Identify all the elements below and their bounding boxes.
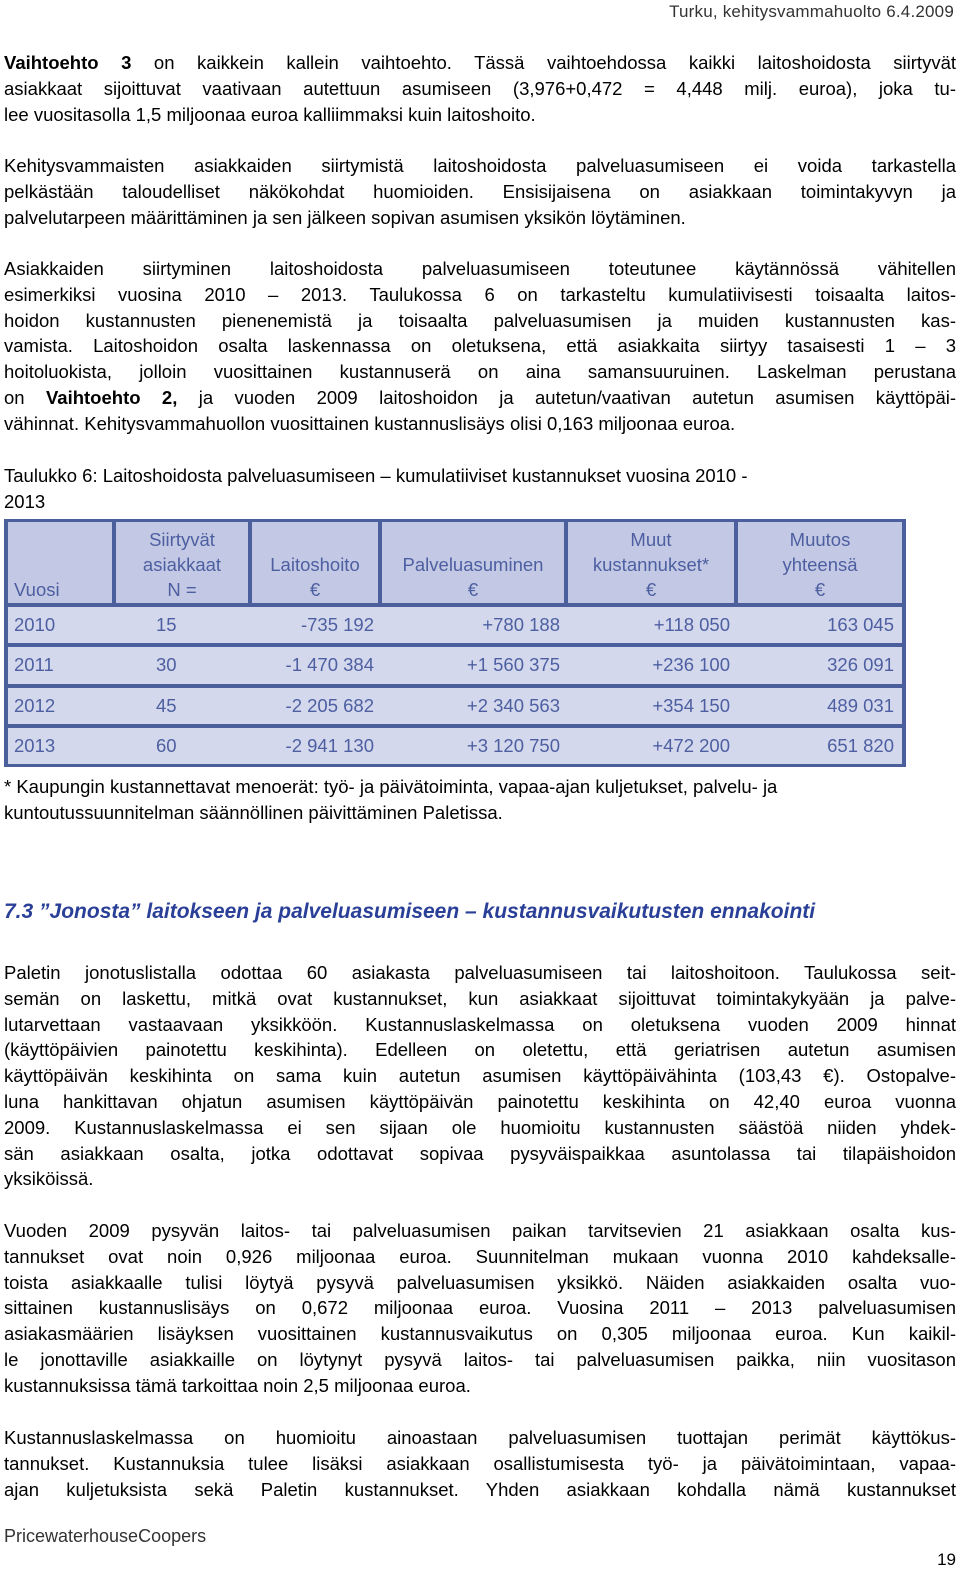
text-line: luna hankittavan ohjatun asumisen käyttöpäivän painotettu keskihinta on 42,40 euroa vuonna	[4, 1090, 956, 1112]
cell-total: 326 091	[738, 643, 902, 683]
text-line: Vaihtoehto 3 on kaikkein kallein vaihtoehto. Tässä vaihtoehdossa kaikki laitoshoidosta siirtyvät	[4, 52, 956, 73]
cumulative-cost-table	[4, 519, 906, 767]
cell-other: +118 050	[568, 603, 738, 643]
text-line: sittainen kustannuslisäys on 0,672 miljoonaa euroa. Vuosina 2011 – 2013 palveluasumisen	[4, 1297, 956, 1319]
text-line: vamista. Laitoshoidon osalta laskennassa on oletuksena, että asiakkaita siirtyy tasaisesti 1 – 3	[4, 335, 956, 357]
cell-institutional: -1 470 384	[252, 643, 382, 683]
paragraph-gradual-transition	[4, 256, 956, 437]
cell-total: 163 045	[738, 603, 902, 643]
cell-count: 60	[116, 724, 252, 764]
cell-count: 45	[116, 684, 252, 724]
text-line: tannukset ovat noin 0,926 miljoonaa euroa. Suunnitelman mukaan vuonna 2010 kahdeksalle-	[4, 1245, 956, 1267]
text-line: le jonottaville asiakkaille on löytynyt pysyvä laitos- tai palveluasumisen paikka, niin vuositason	[4, 1348, 956, 1370]
cell-housing: +1 560 375	[382, 643, 568, 683]
text-line: lee vuositasolla 1,5 miljoonaa euroa kalliimmaksi kuin laitoshoito.	[4, 103, 536, 125]
cell-year: 2013	[8, 724, 116, 764]
cell-institutional: -735 192	[252, 603, 382, 643]
header-service-housing: Palveluasuminen €	[382, 522, 568, 603]
cell-year: 2011	[8, 643, 116, 683]
text-line: asiakasmäärien lisäyksen vuosittainen kustannusvaikutus on 0,305 miljoonaa euroa. Kun kaikil-	[4, 1323, 956, 1345]
text-line: kustannuksissa tämä tarkoittaa noin 2,5 miljoonaa euroa.	[4, 1374, 471, 1396]
text-line: Paletin jonotuslistalla odottaa 60 asiakasta palveluasumiseen tai laitoshoitoon. Taulukossa seit-	[4, 962, 956, 983]
paragraph-2009-costs	[4, 1218, 956, 1399]
text-line: asiakkaat sijoittuvat vaativaan autettuun asumiseen (3,976+0,472 = 4,448 milj. euroa), joka tu-	[4, 77, 956, 99]
cell-institutional: -2 205 682	[252, 684, 382, 724]
header-total-change: Muutos yhteensä €	[738, 522, 902, 603]
header-transferring-clients: Siirtyvät asiakkaat N =	[116, 522, 252, 603]
text-line: esimerkiksi vuosina 2010 – 2013. Taulukossa 6 on tarkasteltu kumulatiivisesti toisaalta laitos-	[4, 283, 956, 305]
text-line: toista asiakkaalle tulisi löytyä pysyvä palveluasumisen yksikkö. Näiden asiakkaiden osalta vuo-	[4, 1271, 956, 1293]
table-row	[8, 603, 902, 643]
text-line: käyttöpäivän keskihinta on sama kuin autetun asumisen käyttöpäivähinta (103,43 €). Ostopalve-	[4, 1065, 956, 1087]
text-line: ajan kuljetuksista sekä Paletin kustannukset. Yhden asiakkaan kohdalla nämä kustannukset	[4, 1478, 956, 1500]
bold-term: Vaihtoehto 2,	[45, 386, 178, 408]
cell-count: 30	[116, 643, 252, 683]
text-line: tannukset. Kustannuksia tulee lisäksi asiakkaan osallistumisesta työ- ja päivätoimintaan, vapaa-	[4, 1452, 956, 1474]
paragraph-transition-considerations	[4, 153, 956, 230]
text-line: on Vaihtoehto 2, ja vuoden 2009 laitoshoidon ja autetun/vaativan autetun asumisen käyttöpäi-	[4, 386, 957, 408]
table-footnote: * Kaupungin kustannettavat menoerät: työ- ja päivätoiminta, vapaa-ajan kuljetukset, palvelu- ja kuntoutussuunnitelman säännöllinen päivittäminen Paletissa.	[4, 776, 778, 823]
text-line: 2009. Kustannuslaskelmassa ei sen sijaan ole huomioitu kustannusten säästöä niiden yhdek-	[4, 1116, 956, 1138]
text-line: lutarvettaan vastaavaan yksikköön. Kustannuslaskelmassa on oletuksena vuoden 2009 hinnat	[4, 1013, 956, 1035]
header-other-costs: Muut kustannukset* €	[568, 522, 738, 603]
cell-total: 651 820	[738, 724, 902, 764]
text-line: yksiköissä.	[4, 1168, 94, 1190]
page-number: 19	[937, 1550, 956, 1569]
cell-housing: +2 340 563	[382, 684, 568, 724]
text-line: hoitoluokista, jolloin vuosittainen kustannuserä on aina samansuuruinen. Laskelman perustana	[4, 361, 956, 383]
table-caption: Taulukko 6: Laitoshoidosta palveluasumiseen – kumulatiiviset kustannukset vuosina 2010 - 2013	[4, 465, 748, 512]
cell-other: +472 200	[568, 724, 738, 764]
text-line: sän asiakkaan osalta, jotka odottavat sopivaa pysyväispaikkaa asuntolassa tai tilapäishoidon	[4, 1142, 956, 1164]
cell-count: 15	[116, 603, 252, 643]
paragraph-calculation-scope	[4, 1425, 956, 1502]
text-line: vähinnat. Kehitysvammahuollon vuosittainen kustannuslisäys olisi 0,163 miljoonaa euroa.	[4, 412, 736, 434]
text-line: hoidon kustannusten pienenemistä ja toisaalta palveluasumisen ja muiden kustannusten kas-	[4, 309, 956, 331]
cell-other: +236 100	[568, 643, 738, 683]
cell-total: 489 031	[738, 684, 902, 724]
header-institutional-care: Laitoshoito €	[252, 522, 382, 603]
text-line: Kehitysvammaisten asiakkaiden siirtymistä laitoshoidosta palveluasumiseen ei voida tarkastella	[4, 155, 956, 176]
section-heading: 7.3 ”Jonosta” laitokseen ja palveluasumiseen – kustannusvaikutusten ennakointi	[4, 900, 816, 923]
text-line: palvelutarpeen määrittäminen ja sen jälkeen sopivan asumisen yksikön löytäminen.	[4, 206, 686, 228]
text-line: semän on laskettu, mitkä ovat kustannukset, kun asiakkaat sijoittuvat toimintakykyään ja palve-	[4, 987, 956, 1009]
text-line: Vuoden 2009 pysyvän laitos- tai palveluasumisen paikan tarvitsevien 21 asiakkaan osalta kus-	[4, 1220, 956, 1241]
footer-company: PricewaterhouseCoopers	[4, 1526, 207, 1546]
table-row	[8, 643, 902, 683]
cell-housing: +780 188	[382, 603, 568, 643]
cell-year: 2012	[8, 684, 116, 724]
text-line: Kustannuslaskelmassa on huomioitu ainoastaan palveluasumisen tuottajan perimät käyttökus-	[4, 1427, 956, 1448]
text-line: pelkästään taloudelliset näkökohdat huomioiden. Ensisijaisena on asiakkaan toimintakyvyn ja	[4, 180, 956, 202]
cell-year: 2010	[8, 603, 116, 643]
table-header-row	[8, 522, 902, 603]
paragraph-queue-costs	[4, 960, 956, 1192]
table-row	[8, 724, 902, 764]
cell-housing: +3 120 750	[382, 724, 568, 764]
bold-term: Vaihtoehto 3	[4, 52, 132, 73]
paragraph-alternative-3	[4, 50, 956, 127]
cell-other: +354 150	[568, 684, 738, 724]
table-row	[8, 684, 902, 724]
text-line: (käyttöpäivien painotettu keskihinta). Edelleen on oletettu, että geriatrisen autetun asumisen	[4, 1039, 956, 1061]
page-header: Turku, kehitysvammahuolto 6.4.2009	[669, 2, 954, 21]
header-year: Vuosi	[8, 522, 116, 603]
text-line: Asiakkaiden siirtyminen laitoshoidosta palveluasumiseen toteutunee käytännössä vähitellen	[4, 258, 956, 279]
cell-institutional: -2 941 130	[252, 724, 382, 764]
